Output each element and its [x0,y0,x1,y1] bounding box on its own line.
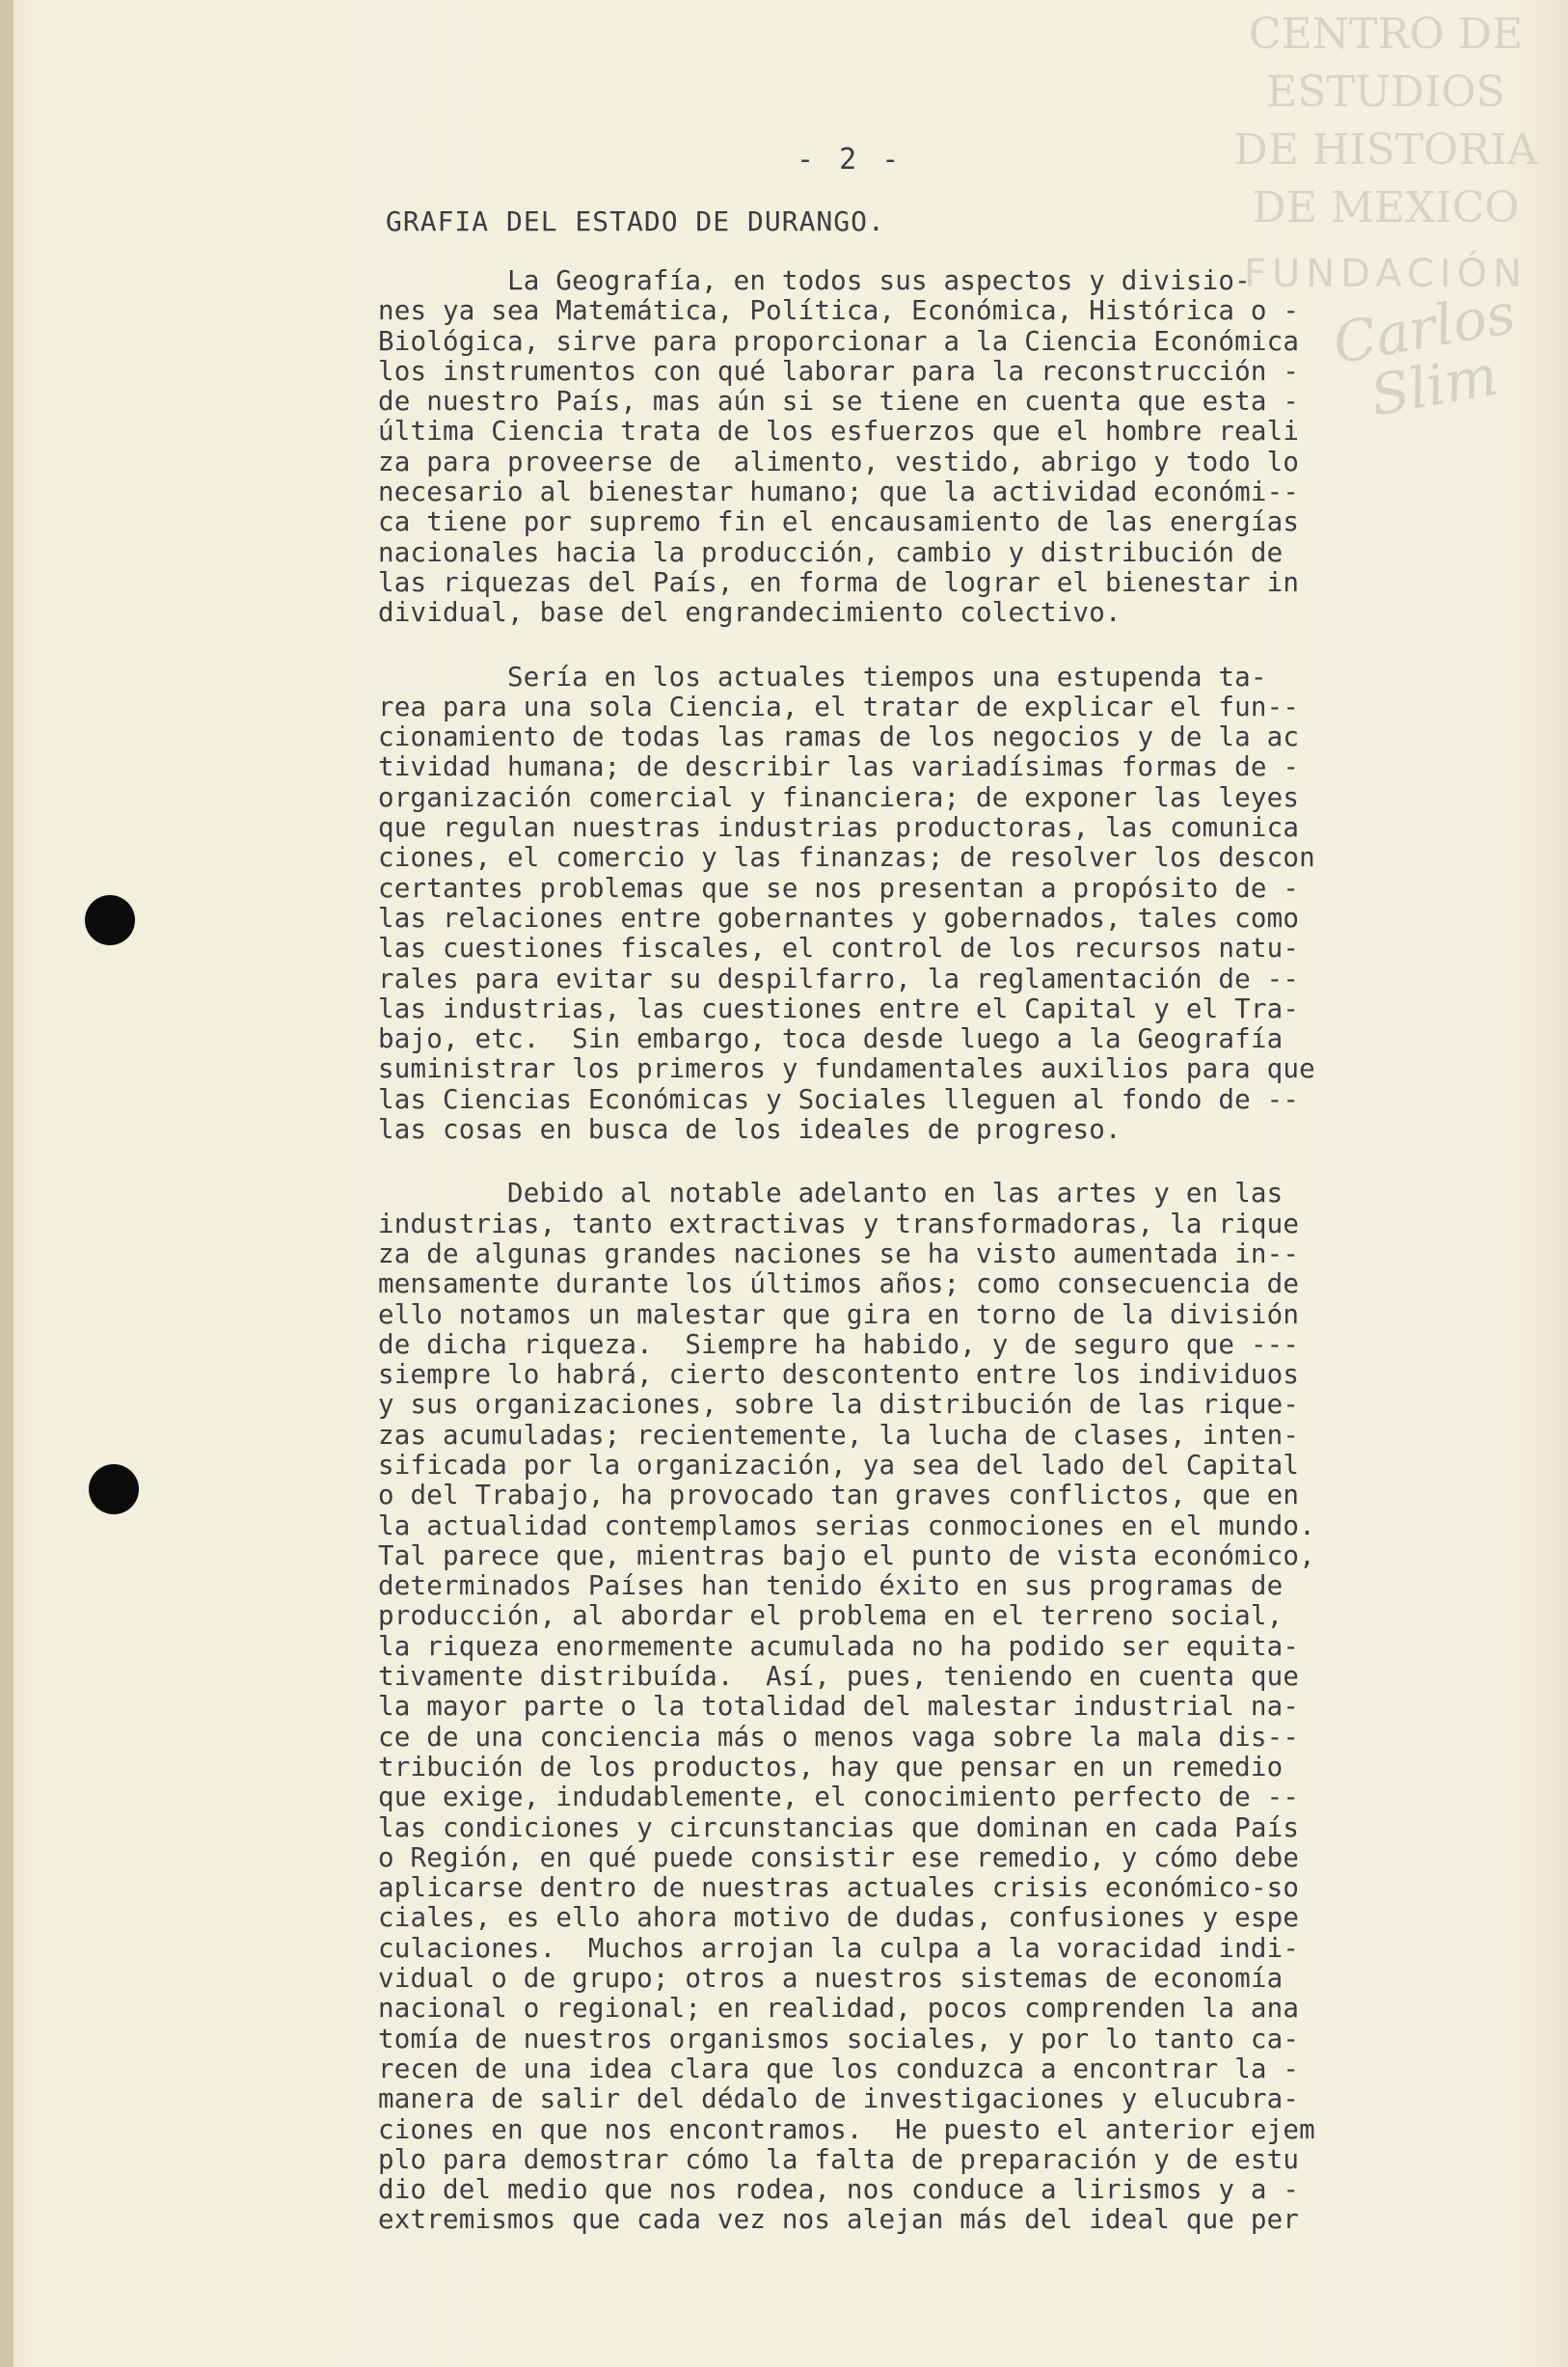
section-heading: GRAFIA DEL ESTADO DE DURANGO. [386,205,885,237]
text-line: ciales, es ello ahora motivo de dudas, confusiones y espe [378,1902,1300,1934]
text-line: las condiciones y circunstancias que dominan en cada País [378,1811,1300,1843]
punch-hole [89,1464,139,1514]
text-line: sificada por la organización, ya sea del lado del Capital [378,1449,1300,1481]
text-line: aplicarse dentro de nuestras actuales crisis económico-so [378,1872,1300,1904]
text-line: tividad humana; de describir las variadísimas formas de - [378,751,1300,783]
text-line: Biológica, sirve para proporcionar a la Ciencia Económica [378,325,1300,357]
paragraph [378,1179,1448,2235]
text-line: manera de salir del dédalo de investigaciones y elucubra- [378,2083,1300,2115]
paragraph [378,266,1448,629]
watermark-line: DE HISTORIA [1233,125,1538,175]
text-line: nacional o regional; en realidad, pocos comprenden la ana [378,1993,1300,2025]
text-line: organización comercial y financiera; de exponer las leyes [378,781,1300,813]
text-line: za de algunas grandes naciones se ha visto aumentada in-- [378,1238,1300,1269]
text-line: tribución de los productos, hay que pensar en un remedio [378,1751,1284,1782]
text-line: La Geografía, en todos sus aspectos y divisio- [378,265,1251,296]
text-line: extremismos que cada vez nos alejan más del ideal que per [378,2204,1300,2236]
text-line: necesario al bienestar humano; que la actividad económi-- [378,476,1300,508]
text-line: las cosas en busca de los ideales de progreso. [378,1114,1122,1146]
text-line: recen de una idea clara que los conduzca a encontrar la - [378,2053,1300,2084]
text-line: ello notamos un malestar que gira en torno de la división [378,1298,1300,1330]
text-line: rales para evitar su despilfarro, la reglamentación de -- [378,963,1300,994]
text-line: o Región, en qué puede consistir ese remedio, y cómo debe [378,1841,1300,1873]
text-line: rea para una sola Ciencia, el tratar de explicar el fun-- [378,691,1300,722]
text-line: nacionales hacia la producción, cambio y distribución de [378,536,1284,568]
text-line: certantes problemas que se nos presentan a propósito de - [378,872,1300,904]
text-line: za para proveerse de alimento, vestido, abrigo y todo lo [378,446,1300,477]
text-line: zas acumuladas; recientemente, la lucha de clases, inten- [378,1419,1300,1451]
text-line: Sería en los actuales tiempos una estupenda ta- [378,661,1267,693]
text-line: la riqueza enormemente acumulada no ha podido ser equita- [378,1630,1300,1662]
text-line: las Ciencias Económicas y Sociales lleguen al fondo de -- [378,1083,1300,1115]
text-line: que exige, indudablemente, el conocimiento perfecto de -- [378,1782,1300,1813]
text-line: ca tiene por supremo fin el encausamiento de las energías [378,506,1300,538]
page-number: - 2 - [797,143,904,177]
text-line: o del Trabajo, ha provocado tan graves conflictos, que en [378,1480,1300,1511]
text-line: Tal parece que, mientras bajo el punto de vista económico, [378,1539,1315,1571]
text-line: las relaciones entre gobernantes y gobernados, tales como [378,902,1300,934]
text-line: ce de una conciencia más o menos vaga sobre la mala dis-- [378,1721,1300,1753]
text-line: bajo, etc. Sin embargo, toca desde luego a la Geografía [378,1023,1284,1055]
text-line: de nuestro País, mas aún si se tiene en cuenta que esta - [378,386,1300,418]
text-line: mensamente durante los últimos años; como consecuencia de [378,1268,1300,1300]
paragraph [378,663,1448,1146]
text-line: determinados Países han tenido éxito en sus programas de [378,1570,1284,1602]
text-line: nes ya sea Matemática, Política, Económica, Histórica o - [378,295,1300,327]
text-line: Debido al notable adelanto en las artes y en las [378,1178,1284,1210]
page-edge [0,0,14,2367]
watermark-line: CENTRO DE [1248,10,1524,59]
punch-hole [85,895,135,945]
text-line: tivamente distribuída. Así, pues, teniendo en cuenta que [378,1661,1300,1693]
watermark-foundation: FUNDACIÓN [1243,252,1528,296]
text-line: ciones, el comercio y las finanzas; de resolver los descon [378,842,1315,874]
text-line: la actualidad contemplamos serias conmociones en el mundo. [378,1510,1315,1541]
body-text [378,266,1448,2270]
text-line: plo para demostrar cómo la falta de preparación y de estu [378,2143,1300,2175]
text-line: dio del medio que nos rodea, nos conduce a lirismos y a - [378,2174,1300,2206]
text-line: última Ciencia trata de los esfuerzos que el hombre reali [378,416,1300,448]
text-line: que regulan nuestras industrias productoras, las comunica [378,812,1300,844]
text-line: producción, al abordar el problema en el terreno social, [378,1600,1284,1632]
text-line: vidual o de grupo; otros a nuestros sistemas de economía [378,1963,1284,1995]
text-line: y sus organizaciones, sobre la distribución de las rique- [378,1389,1300,1421]
text-line: siempre lo habrá, cierto descontento entre los individuos [378,1359,1300,1391]
text-line: la mayor parte o la totalidad del malestar industrial na- [378,1691,1300,1723]
text-line: las riquezas del País, en forma de lograr el bienestar in [378,566,1300,598]
text-line: los instrumentos con qué laborar para la reconstrucción - [378,355,1300,387]
text-line: tomía de nuestros organismos sociales, y por lo tanto ca- [378,2023,1300,2054]
text-line: cionamiento de todas las ramas de los negocios y de la ac [378,721,1300,753]
text-line: las cuestiones fiscales, el control de los recursos natu- [378,933,1300,965]
text-line: dividual, base del engrandecimiento colectivo. [378,597,1122,629]
text-line: de dicha riqueza. Siempre ha habido, y de seguro que --- [378,1328,1300,1360]
watermark-signature: Carlos Slim [1328,280,1521,429]
text-line: culaciones. Muchos arrojan la culpa a la voracidad indi- [378,1932,1300,1964]
text-line: las industrias, las cuestiones entre el Capital y el Tra- [378,993,1300,1024]
text-line: ciones en que nos encontramos. He puesto el anterior ejem [378,2113,1315,2145]
watermark-line: DE MEXICO [1252,183,1520,232]
text-line: suministrar los primeros y fundamentales auxilios para que [378,1053,1315,1085]
text-line: industrias, tanto extractivas y transformadoras, la rique [378,1208,1300,1239]
watermark-line: ESTUDIOS [1266,68,1505,117]
